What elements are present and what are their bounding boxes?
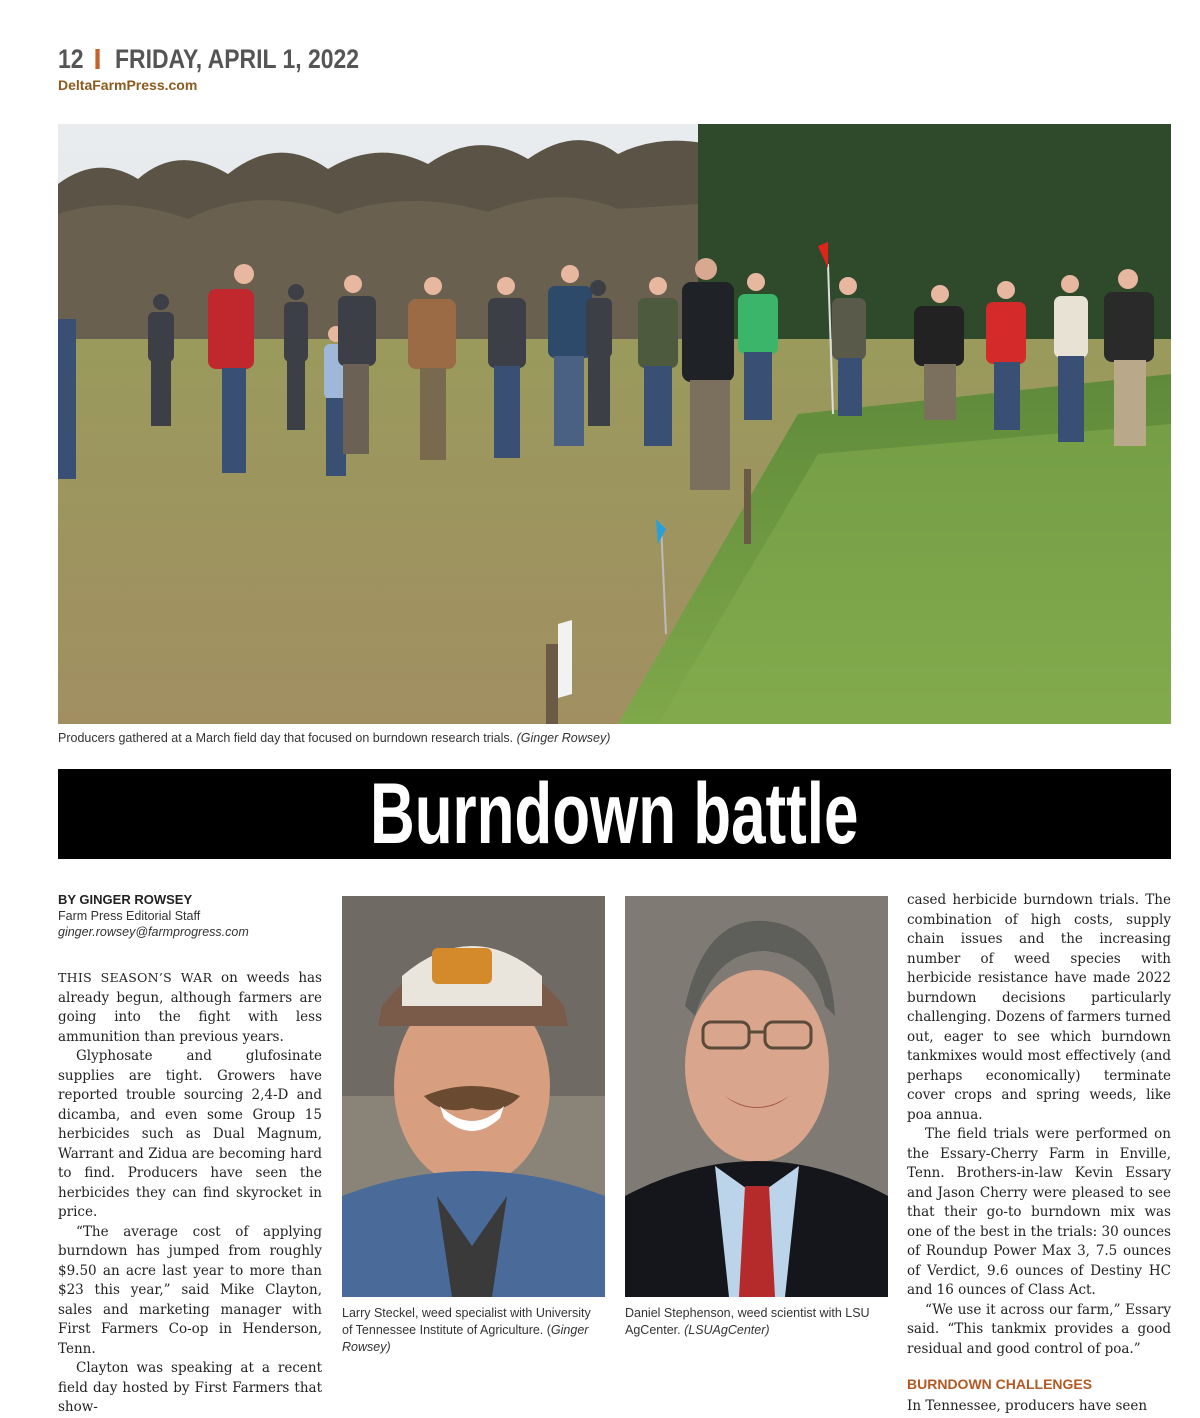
steckel-portrait: [342, 896, 605, 1297]
stephenson-caption-text: Daniel Stephenson, weed scientist with LSU AgCenter.: [625, 1306, 870, 1337]
steckel-caption-credit: Ginger Rowsey): [342, 1323, 589, 1354]
steckel-caption-text: Larry Steckel, weed specialist with University of Tennessee Institute of Agriculture. (: [342, 1306, 591, 1337]
folio: [58, 44, 359, 75]
article-column-4: [907, 891, 1171, 1416]
article-paragraph: Glyphosate and glufosinate supplies are tight. Growers have reported trouble sourcing 2,4-D and dicamba, and even some Group 15 herbicides such as Dual Magnum, Warrant and Zidua are becoming hard to find. Producers have seen the herbicides they can find skyrocket in price.: [58, 1048, 322, 1220]
headline-bar: [58, 766, 1171, 862]
byline-email: ginger.rowsey@farmprogress.com: [58, 925, 249, 939]
stephenson-caption-credit: (LSUAgCenter): [684, 1323, 770, 1337]
article-paragraph: In Tennessee, producers have seen: [907, 1397, 1148, 1414]
lead-in: THIS SEASON’S WAR: [58, 970, 213, 985]
article-column-1: [58, 968, 322, 1418]
stephenson-portrait: [625, 896, 888, 1297]
article-paragraph: “We use it across our farm,” Essary said. “This tankmix provides a good residual and good control of poa.”: [907, 1301, 1171, 1357]
main-caption-credit: (Ginger Rowsey): [516, 731, 611, 745]
article-paragraph: cased herbicide burndown trials. The combination of high costs, supply chain issues and the increasing number of weed species with herbicide resistance have made 2022 burndown decisions particularly challenging. Dozens of farmers turned out, eager to see which burndown tankmixes would most effectively (and perhaps economically) terminate cover crops and spring weeds, like poa annua.: [907, 892, 1171, 1123]
field-day-photo: [58, 124, 1171, 724]
steckel-caption: [342, 1305, 602, 1356]
subhead: BURNDOWN CHALLENGES: [907, 1376, 1093, 1392]
byline-role: Farm Press Editorial Staff: [58, 909, 201, 923]
lead-paragraph-text: on weeds has already begun, although farmers are going into the fight with less ammunition than previous years.: [58, 970, 322, 1045]
site-name: DeltaFarmPress.com: [58, 77, 198, 93]
byline: [58, 892, 328, 939]
main-photo-caption: [58, 731, 610, 745]
page-header: [58, 44, 412, 93]
page-number: 12: [58, 44, 84, 74]
article-paragraph: Clayton was speaking at a recent field day hosted by First Farmers that show-: [58, 1360, 322, 1415]
headline: Burndown battle: [370, 766, 859, 862]
article-paragraph: “The average cost of applying burndown has jumped from roughly $9.50 an acre last year to more than $23 this year,” said Mike Clayton, sales and marketing manager with First Farmers Co-op in Henderson, Tenn.: [58, 1223, 322, 1357]
byline-author: BY GINGER ROWSEY: [58, 892, 193, 907]
folio-separator: [95, 49, 99, 69]
stephenson-caption: [625, 1305, 885, 1339]
article-paragraph: [58, 968, 322, 1047]
issue-date: FRIDAY, APRIL 1, 2022: [114, 44, 360, 74]
main-caption-text: Producers gathered at a March field day that focused on burndown research trials.: [58, 731, 514, 745]
article-paragraph: The field trials were performed on the Essary-Cherry Farm in Enville, Tenn. Brothers-in-law Kevin Essary and Jason Cherry were pleased to see that their go-to burndown mix was one of the best in the trials: 30 ounces of Roundup Power Max 3, 7.5 ounces of Verdict, 9.6 ounces of Destiny HC and 16 ounces of Class Act.: [907, 1126, 1171, 1298]
